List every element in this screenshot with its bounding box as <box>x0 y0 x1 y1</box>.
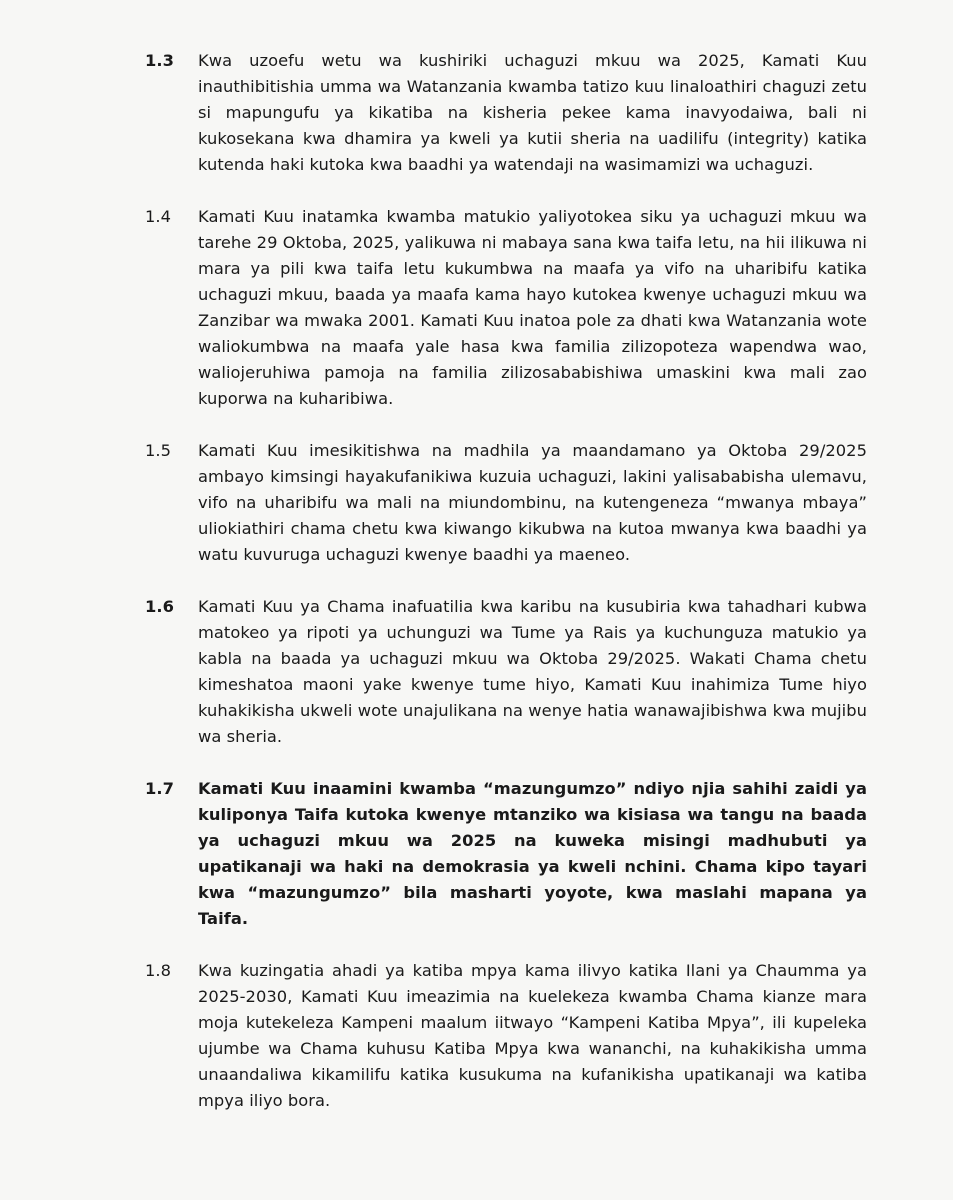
paragraph-1-6 <box>145 594 867 750</box>
paragraph-1-5 <box>145 438 867 568</box>
paragraph-text: Kamati Kuu imesikitishwa na madhila ya maandamano ya Oktoba 29/2025 ambayo kimsingi hayakufanikiwa kuzuia uchaguzi, lakini yalisababisha ulemavu, vifo na uharibifu wa mali na miundombinu, na kutengeneza “mwanya mbaya” uliokiathiri chama chetu kwa kiwango kikubwa na kutoa mwanya kwa baadhi ya watu kuvuruga uchaguzi kwenye baadhi ya maeneo. <box>198 441 867 564</box>
paragraph-number: 1.6 <box>145 597 174 616</box>
paragraph-1-7 <box>145 776 867 932</box>
paragraph-1-4 <box>145 204 867 412</box>
paragraph-number: 1.7 <box>145 779 174 798</box>
paragraph-text: Kwa kuzingatia ahadi ya katiba mpya kama ilivyo katika Ilani ya Chaumma ya 2025-2030, Kamati Kuu imeazimia na kuelekeza kwamba Chama kianze mara moja kutekeleza Kampeni maalum iitwayo “Kampeni Katiba Mpya”, ili kupeleka ujumbe wa Chama kuhusu Katiba Mpya kwa wananchi, na kuhakikisha umma unaandaliwa kikamilifu katika kusukuma na kufanikisha upatikanaji wa katiba mpya iliyo bora. <box>198 961 867 1110</box>
paragraph-text: Kamati Kuu inaamini kwamba “mazungumzo” ndiyo njia sahihi zaidi ya kuliponya Taifa kutoka kwenye mtanziko wa kisiasa wa tangu na baada ya uchaguzi mkuu wa 2025 na kuweka misingi madhubuti ya upatikanaji wa haki na demokrasia ya kweli nchini. Chama kipo tayari kwa “mazungumzo” bila masharti yoyote, kwa maslahi mapana ya Taifa. <box>198 779 867 928</box>
paragraph-text: Kwa uzoefu wetu wa kushiriki uchaguzi mkuu wa 2025, Kamati Kuu inauthibitishia umma wa Watanzania kwamba tatizo kuu linaloathiri chaguzi zetu si mapungufu ya kikatiba na kisheria pekee kama inavyodaiwa, bali ni kukosekana kwa dhamira ya kweli ya kutii sheria na uadilifu (integrity) katika kutenda haki kutoka kwa baadhi ya watendaji na wasimamizi wa uchaguzi. <box>198 51 867 174</box>
paragraph-1-8 <box>145 958 867 1114</box>
paragraph-text: Kamati Kuu inatamka kwamba matukio yaliyotokea siku ya uchaguzi mkuu wa tarehe 29 Oktoba, 2025, yalikuwa ni mabaya sana kwa taifa letu, na hii ilikuwa ni mara ya pili kwa taifa letu kukumbwa na maafa ya vifo na uharibifu katika uchaguzi mkuu, baada ya maafa kama hayo kutokea kwenye uchaguzi mkuu wa Zanzibar wa mwaka 2001. Kamati Kuu inatoa pole za dhati kwa Watanzania wote waliokumbwa na maafa yale hasa kwa familia zilizopoteza wapendwa wao, waliojeruhiwa pamoja na familia zilizosababishiwa umaskini kwa mali zao kuporwa na kuharibiwa. <box>198 207 867 408</box>
paragraph-number: 1.8 <box>145 961 172 980</box>
paragraph-number: 1.5 <box>145 441 172 460</box>
paragraph-1-3 <box>145 48 867 178</box>
paragraph-number: 1.3 <box>145 51 174 70</box>
paragraph-number: 1.4 <box>145 207 172 226</box>
paragraph-text: Kamati Kuu ya Chama inafuatilia kwa karibu na kusubiria kwa tahadhari kubwa matokeo ya ripoti ya uchunguzi wa Tume ya Rais ya kuchunguza matukio ya kabla na baada ya uchaguzi mkuu wa Oktoba 29/2025. Wakati Chama chetu kimeshatoa maoni yake kwenye tume hiyo, Kamati Kuu inahimiza Tume hiyo kuhakikisha ukweli wote unajulikana na wenye hatia wanawajibishwa kwa mujibu wa sheria. <box>198 597 867 746</box>
